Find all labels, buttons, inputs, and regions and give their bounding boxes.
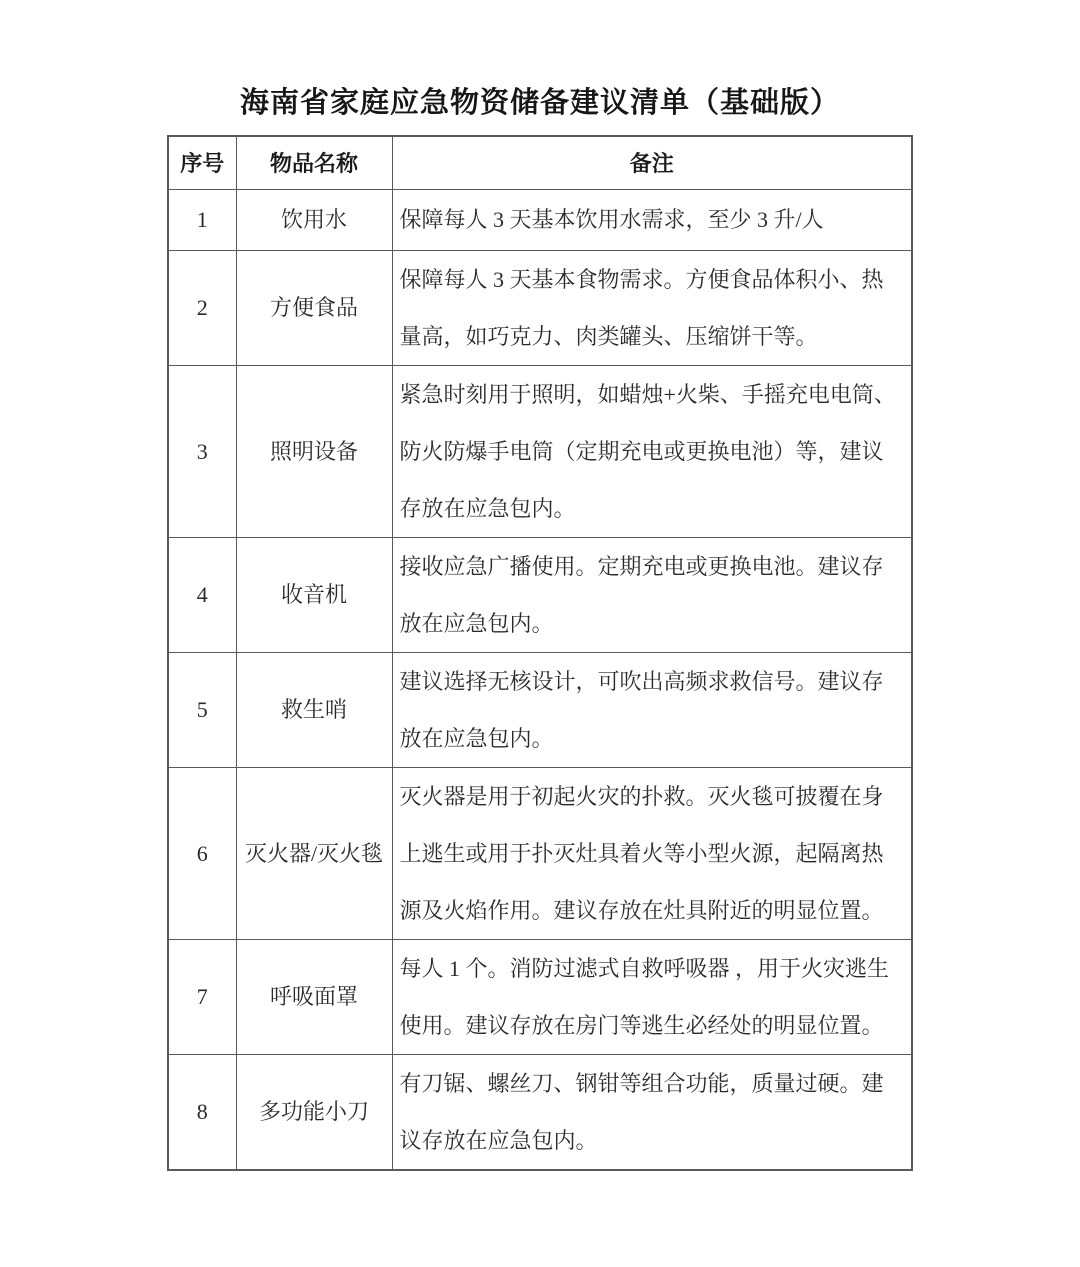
item-name: 收音机 xyxy=(236,537,392,652)
table-row xyxy=(168,189,912,250)
item-name: 方便食品 xyxy=(236,250,392,365)
table-row xyxy=(168,939,912,1054)
table-header-row xyxy=(168,136,912,189)
item-name: 救生哨 xyxy=(236,652,392,767)
item-name: 多功能小刀 xyxy=(236,1054,392,1170)
row-number: 5 xyxy=(168,652,236,767)
table-row xyxy=(168,365,912,537)
row-number: 4 xyxy=(168,537,236,652)
table-row xyxy=(168,537,912,652)
item-name: 照明设备 xyxy=(236,365,392,537)
emergency-supplies-table xyxy=(167,135,913,1171)
item-note: 接收应急广播使用。定期充电或更换电池。建议存放在应急包内。 xyxy=(392,537,912,652)
item-note: 保障每人 3 天基本饮用水需求，至少 3 升/人 xyxy=(392,189,912,250)
item-note: 有刀锯、螺丝刀、钢钳等组合功能，质量过硬。建议存放在应急包内。 xyxy=(392,1054,912,1170)
row-number: 7 xyxy=(168,939,236,1054)
item-name: 呼吸面罩 xyxy=(236,939,392,1054)
page-title: 海南省家庭应急物资储备建议清单（基础版） xyxy=(239,87,840,119)
row-number: 8 xyxy=(168,1054,236,1170)
column-header-name: 物品名称 xyxy=(236,136,392,189)
item-name: 灭火器/灭火毯 xyxy=(236,767,392,939)
item-name: 饮用水 xyxy=(236,189,392,250)
table-row xyxy=(168,767,912,939)
item-note: 每人 1 个。消防过滤式自救呼吸器 ，用于火灾逃生使用。建议存放在房门等逃生必经处的明显位置。 xyxy=(392,939,912,1054)
column-header-note: 备注 xyxy=(392,136,912,189)
row-number: 3 xyxy=(168,365,236,537)
item-note: 灭火器是用于初起火灾的扑救。灭火毯可披覆在身上逃生或用于扑灭灶具着火等小型火源，起隔离热源及火焰作用。建议存放在灶具附近的明显位置。 xyxy=(392,767,912,939)
table-row xyxy=(168,652,912,767)
item-note: 保障每人 3 天基本食物需求。方便食品体积小、热量高，如巧克力、肉类罐头、压缩饼干等。 xyxy=(392,250,912,365)
table-row xyxy=(168,1054,912,1170)
row-number: 6 xyxy=(168,767,236,939)
row-number: 1 xyxy=(168,189,236,250)
item-note: 建议选择无核设计，可吹出高频求救信号。建议存放在应急包内。 xyxy=(392,652,912,767)
row-number: 2 xyxy=(168,250,236,365)
item-note: 紧急时刻用于照明，如蜡烛+火柴、手摇充电电筒、防火防爆手电筒（定期充电或更换电池）等，建议存放在应急包内。 xyxy=(392,365,912,537)
column-header-no: 序号 xyxy=(168,136,236,189)
table-row xyxy=(168,250,912,365)
